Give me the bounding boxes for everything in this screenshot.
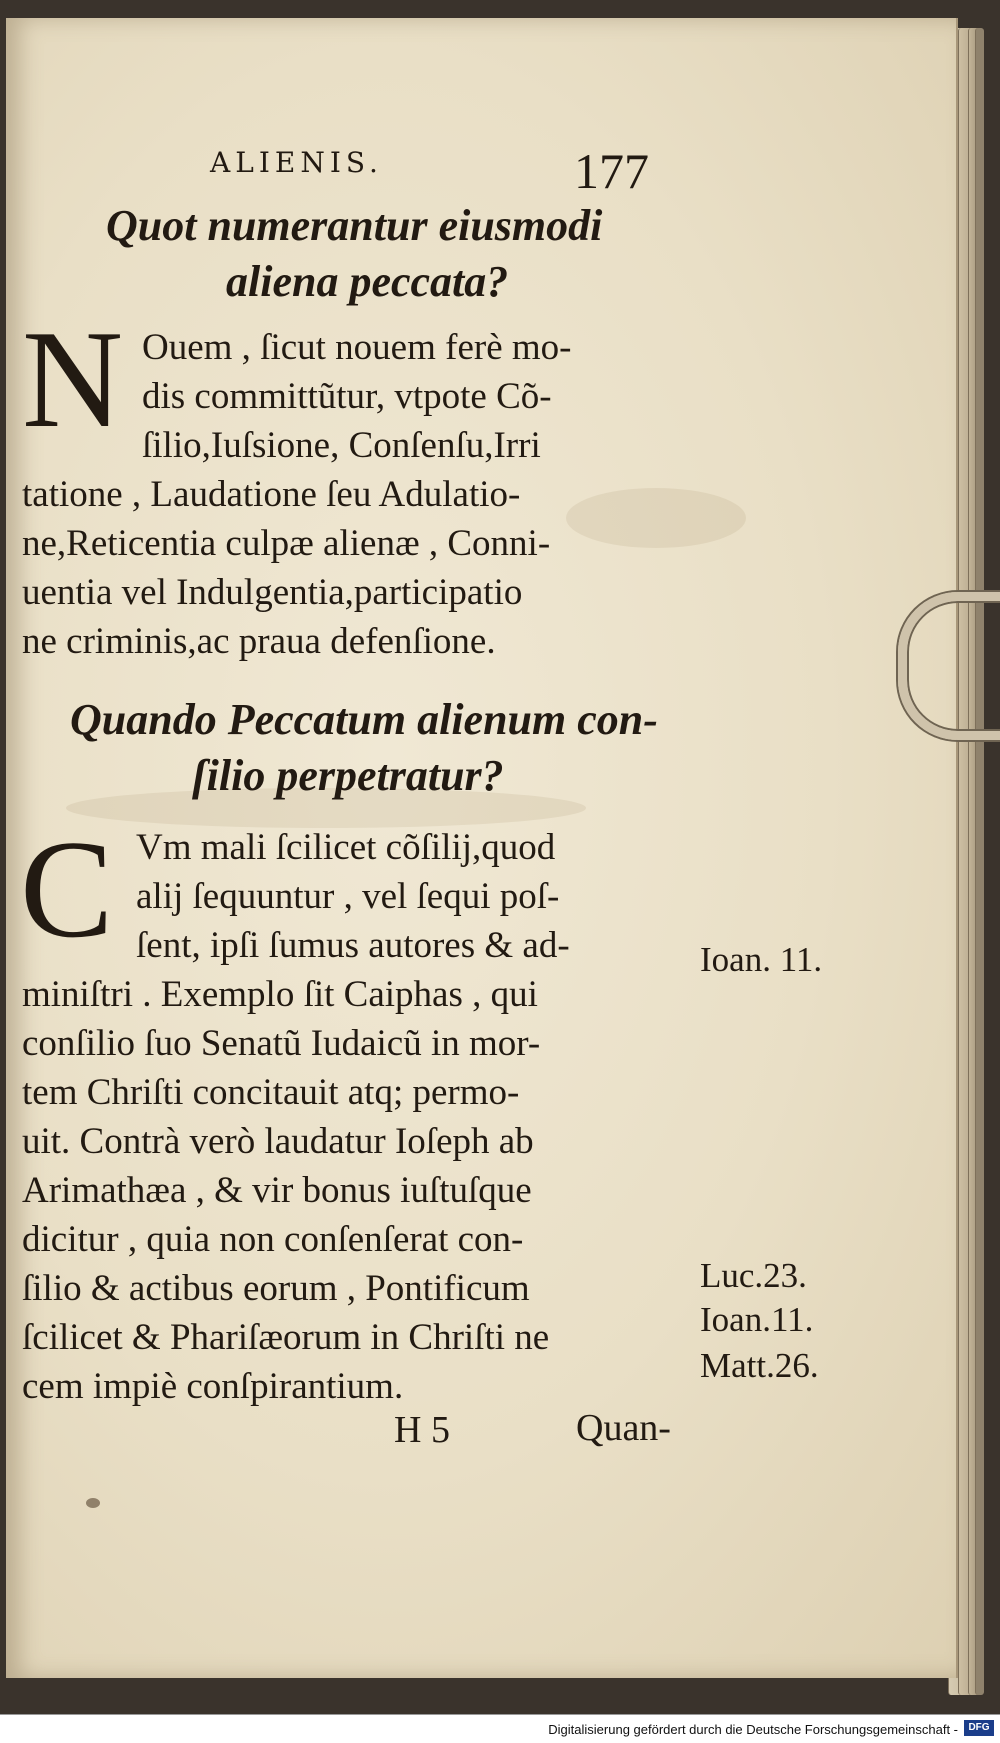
digitization-credit-bar: [0, 1714, 1000, 1743]
dfg-logo-icon: DFG: [964, 1720, 994, 1736]
running-title: ALIENIS.: [210, 146, 383, 179]
page-edge: [975, 28, 984, 1695]
page-number: 177: [574, 143, 649, 199]
text-line: ſcilicet & Phariſæorum in Chriſti ne: [22, 1317, 550, 1358]
margin-note: Matt.26.: [700, 1346, 819, 1385]
text-line: Arimathæa , & vir bonus iuſtuſque: [22, 1170, 532, 1211]
question-heading-line: Quando Peccatum alienum con-: [70, 695, 658, 744]
margin-note: Luc.23.: [700, 1256, 807, 1295]
stain: [566, 488, 746, 548]
margin-note: Ioan. 11.: [700, 940, 823, 979]
drop-cap: C: [20, 812, 114, 967]
text-line: uentia vel Indulgentia,participatio: [22, 572, 523, 613]
text-line: ſilio,Iuſsione, Conſenſu,Irri: [142, 425, 541, 466]
question-heading-line: ſilio perpetratur?: [192, 751, 504, 800]
text-line: conſilio ſuo Senatũ Iudaicũ in mor-: [22, 1023, 541, 1064]
text-line: tem Chriſti concitauit atq; permo-: [22, 1072, 520, 1113]
question-heading-line: aliena peccata?: [226, 257, 509, 306]
text-line: cem impiè conſpirantium.: [22, 1366, 404, 1407]
question-heading-line: Quot numerantur eiusmodi: [106, 201, 603, 250]
book-page: [6, 18, 958, 1678]
credit-text: Digitalisierung gefördert durch die Deutsche Forschungsgemeinschaft -: [548, 1722, 958, 1737]
text-line: miniſtri . Exemplo ſit Caiphas , qui: [22, 974, 538, 1015]
text-line: ſilio & actibus eorum , Pontificum: [22, 1268, 530, 1309]
text-line: uit. Contrà verò laudatur Ioſeph ab: [22, 1121, 534, 1162]
text-line: alij ſequuntur , vel ſequi poſ-: [136, 876, 560, 917]
text-line: Ouem , ſicut nouem ferè mo-: [142, 327, 572, 368]
text-line: ne,Reticentia culpæ alienæ , Conni-: [22, 523, 551, 564]
clasp-ring: [898, 592, 1000, 740]
text-line: dis committũtur, vtpote Cõ-: [142, 376, 552, 417]
text-line: tatione , Laudatione ſeu Adulatio-: [22, 474, 521, 515]
text-line: Vm mali ſcilicet cõſilij,quod: [136, 827, 556, 868]
signature-mark: H 5: [394, 1409, 450, 1451]
text-line: ſent, ipſi ſumus autores & ad-: [136, 925, 570, 966]
drop-cap: N: [22, 302, 124, 457]
stain: [86, 1498, 100, 1508]
text-line: dicitur , quia non conſenſerat con-: [22, 1219, 524, 1260]
text-line: ne criminis,ac praua defenſione.: [22, 621, 496, 662]
margin-note: Ioan.11.: [700, 1300, 814, 1339]
catchword: Quan-: [576, 1407, 671, 1449]
